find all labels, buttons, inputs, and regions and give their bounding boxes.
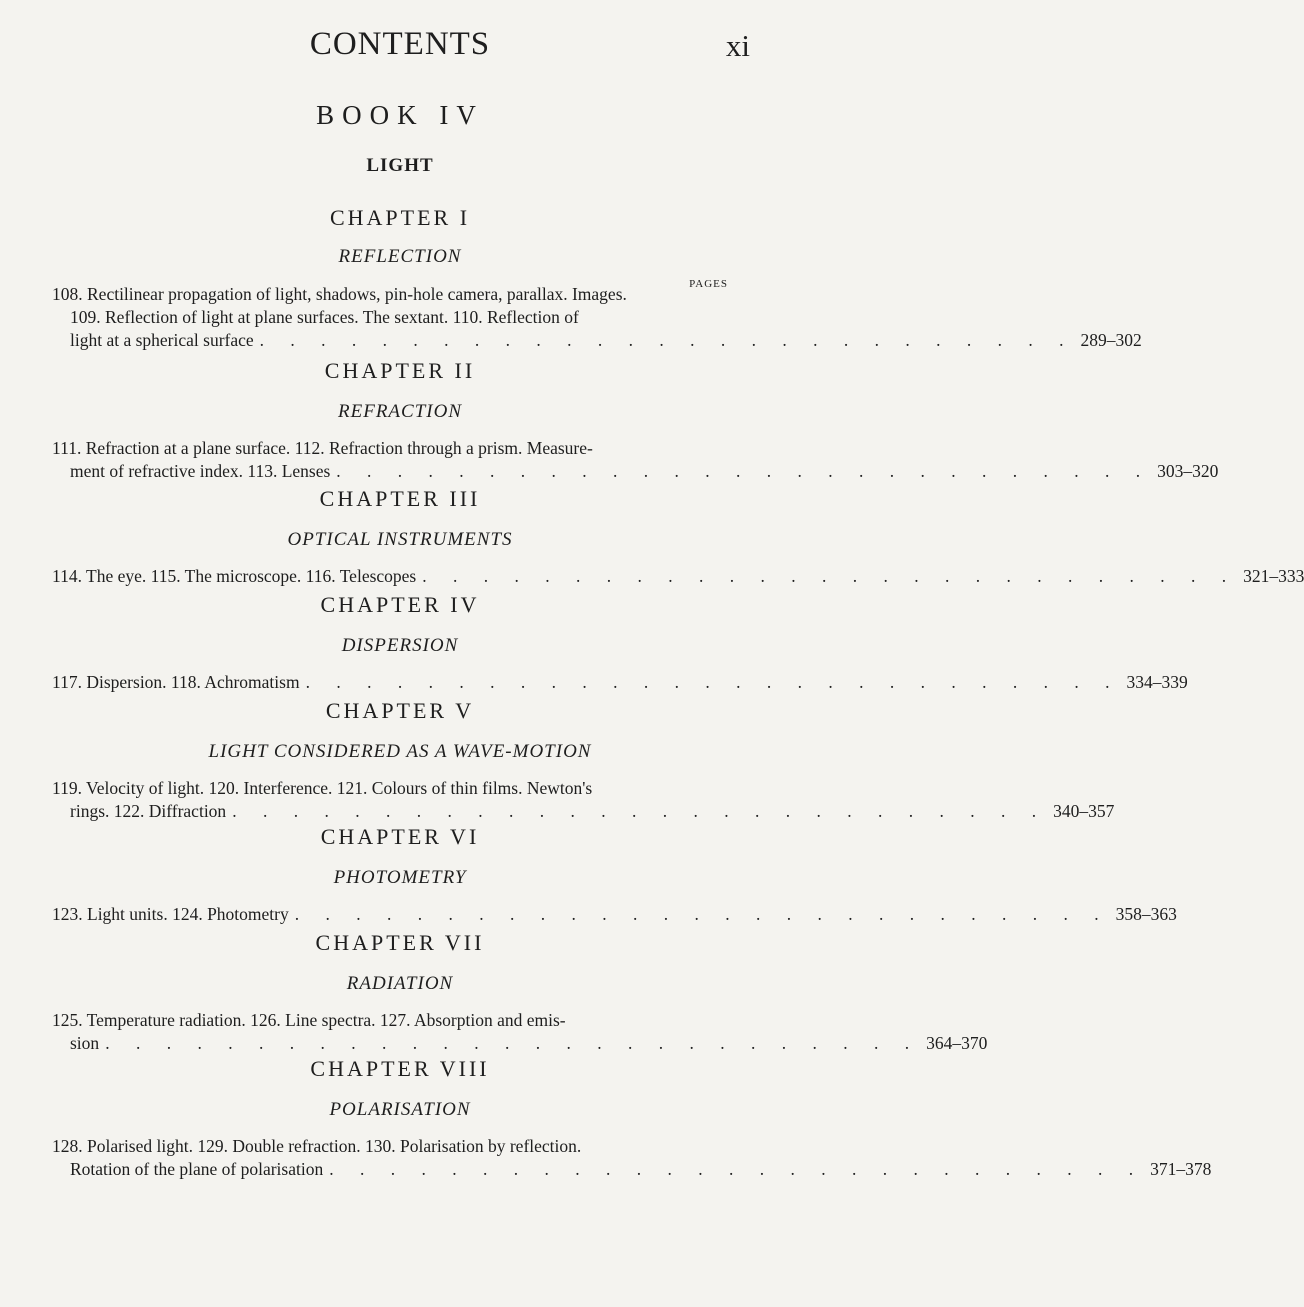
entry-text: light at a spherical surface: [70, 330, 254, 350]
chapter-heading: CHAPTER I: [329, 205, 471, 230]
entry-last-line: [52, 1158, 1212, 1181]
entry-line: 109. Reflection of light at plane surfaces. The sextant. 110. Reflection of: [70, 307, 579, 327]
entry-text: sion: [70, 1033, 100, 1053]
entry-text: Rotation of the plane of polarisation: [70, 1159, 324, 1179]
page-range: 303–320: [1157, 461, 1219, 481]
chapter-1: [0, 203, 1142, 352]
chapter-entry: [52, 283, 1142, 352]
chapter-heading: CHAPTER II: [324, 358, 476, 383]
chapter-title: DISPERSION: [341, 635, 459, 656]
running-title: CONTENTS: [309, 26, 491, 62]
dot-leader: . . . . . . . . . . . . . . . . . . . . . . . . . . .: [232, 801, 1048, 821]
page-range: 364–370: [926, 1033, 988, 1053]
chapter-8: [0, 1054, 1212, 1181]
chapter-3: [0, 484, 1304, 588]
dot-leader: . . . . . . . . . . . . . . . . . . . . . . . . . . .: [422, 566, 1238, 586]
chapter-6: [0, 822, 1177, 926]
chapter-entry: [52, 1009, 988, 1055]
dot-leader: . . . . . . . . . . . . . . . . . . . . . . . . . . .: [336, 461, 1152, 481]
chapter-title: POLARISATION: [329, 1099, 471, 1120]
entry-line: 128. Polarised light. 129. Double refraction. 130. Polarisation by reflection.: [52, 1136, 582, 1156]
page-range: 289–302: [1080, 330, 1142, 350]
entry-line: 125. Temperature radiation. 126. Line spectra. 127. Absorption and emis-: [52, 1010, 566, 1030]
dot-leader: . . . . . . . . . . . . . . . . . . . . . . . . . . .: [259, 330, 1075, 350]
entry-text: ment of refractive index. 113. Lenses: [70, 461, 331, 481]
page-range: 334–339: [1126, 672, 1188, 692]
chapter-2: [0, 356, 1219, 483]
page-range: 358–363: [1115, 904, 1177, 924]
chapter-heading: CHAPTER VIII: [310, 1056, 490, 1081]
entry-last-line: [52, 460, 1219, 483]
chapter-title: REFRACTION: [338, 401, 462, 422]
chapter-entry: [52, 565, 1304, 588]
chapter-entry: [52, 1135, 1212, 1181]
running-head: [0, 26, 800, 76]
entry-text: 117. Dispersion. 118. Achromatism: [52, 672, 300, 692]
entry-text: rings. 122. Diffraction: [70, 801, 227, 821]
entry-line: 108. Rectilinear propagation of light, shadows, pin-hole camera, parallax. Images.: [52, 284, 627, 304]
dot-leader: . . . . . . . . . . . . . . . . . . . . . . . . . . .: [329, 1159, 1145, 1179]
entry-last-line: [52, 1032, 988, 1055]
page-folio: xi: [725, 28, 750, 63]
chapter-7: [0, 928, 988, 1055]
chapter-entry: [52, 671, 1188, 694]
chapter-heading: CHAPTER IV: [320, 592, 480, 617]
chapter-title: PHOTOMETRY: [333, 867, 467, 888]
chapter-entry: [52, 777, 1115, 823]
chapter-title: OPTICAL INSTRUMENTS: [287, 529, 513, 550]
entry-text: 114. The eye. 115. The microscope. 116. Telescopes: [52, 566, 417, 586]
chapter-5: [0, 696, 1115, 823]
chapter-heading: CHAPTER VI: [320, 824, 480, 849]
page-range: 340–357: [1053, 801, 1115, 821]
pages-column-label: PAGES: [689, 278, 728, 290]
chapter-title: LIGHT CONSIDERED AS A WAVE-MOTION: [208, 741, 592, 762]
part-title: LIGHT: [366, 155, 434, 176]
dot-leader: . . . . . . . . . . . . . . . . . . . . . . . . . . .: [105, 1033, 921, 1053]
chapter-heading: CHAPTER III: [319, 486, 481, 511]
chapter-title: RADIATION: [346, 973, 454, 994]
entry-last-line: [52, 903, 1177, 926]
page-range: 371–378: [1150, 1159, 1212, 1179]
chapter-heading: CHAPTER VII: [315, 930, 485, 955]
dot-leader: . . . . . . . . . . . . . . . . . . . . . . . . . . .: [294, 904, 1110, 924]
entry-last-line: [52, 800, 1115, 823]
chapter-title: REFLECTION: [338, 246, 462, 267]
entry-last-line: [52, 565, 1304, 588]
dot-leader: . . . . . . . . . . . . . . . . . . . . . . . . . . .: [305, 672, 1121, 692]
entry-line: 111. Refraction at a plane surface. 112. Refraction through a prism. Measure-: [52, 438, 593, 458]
entry-last-line: [52, 329, 1142, 352]
chapter-heading: CHAPTER V: [325, 698, 475, 723]
entry-last-line: [52, 671, 1188, 694]
entry-line: 119. Velocity of light. 120. Interference. 121. Colours of thin films. Newton's: [52, 778, 593, 798]
page-range: 321–333: [1243, 566, 1304, 586]
entry-text: 123. Light units. 124. Photometry: [52, 904, 289, 924]
chapter-4: [0, 590, 1188, 694]
chapter-entry: [52, 903, 1177, 926]
chapter-entry: [52, 437, 1219, 483]
book-title: BOOK IV: [316, 100, 484, 130]
